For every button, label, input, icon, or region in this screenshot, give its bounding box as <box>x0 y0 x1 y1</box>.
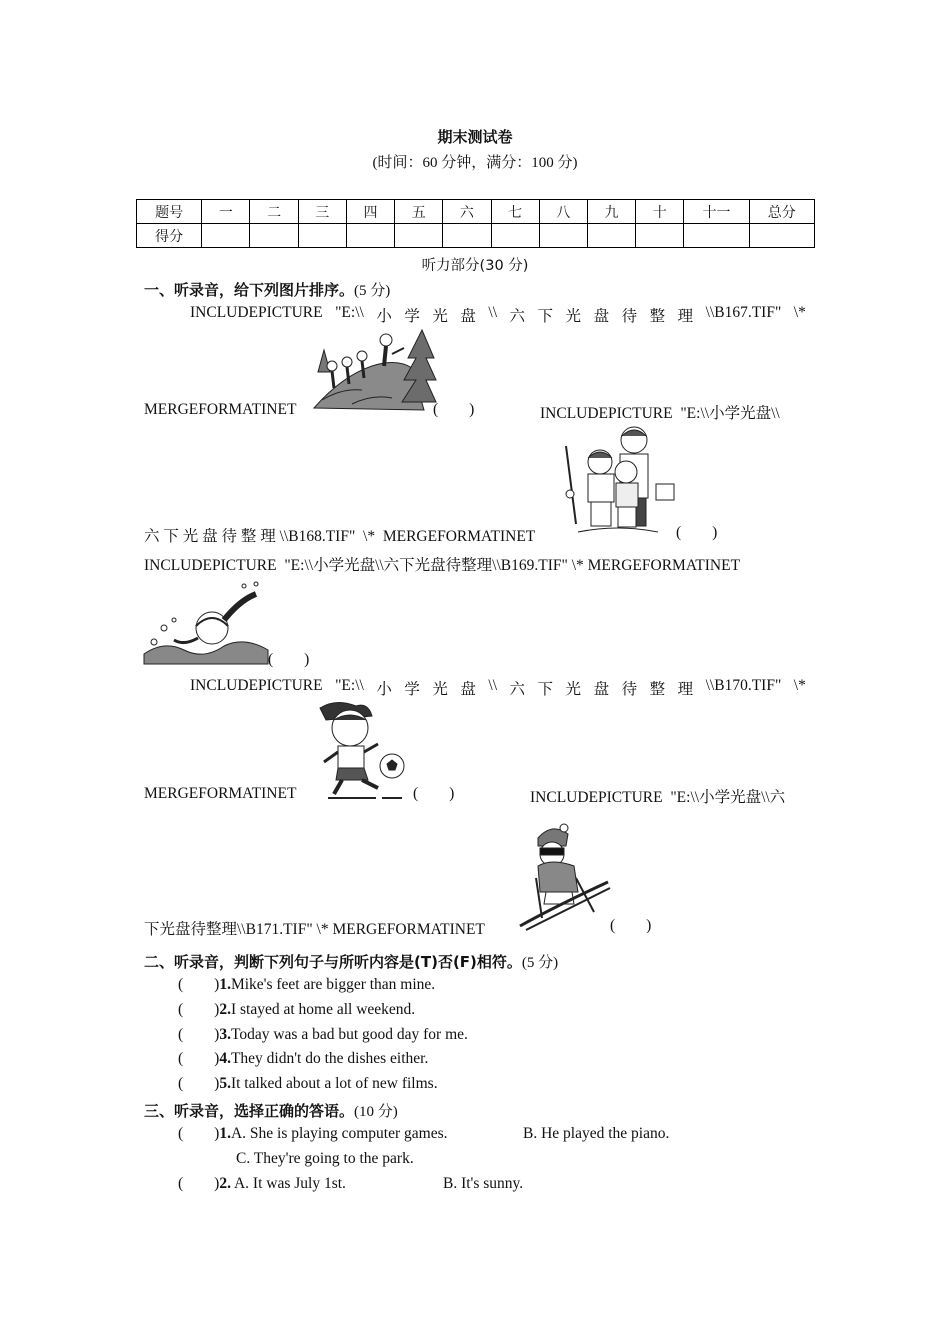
list-item <box>178 1001 415 1019</box>
item-number: 2. <box>219 1175 231 1192</box>
text-fragment: 盘 <box>593 308 610 325</box>
text-fragment: 六 <box>509 308 526 325</box>
answer-blank[interactable]: ( ) <box>178 1050 220 1067</box>
text-fragment: 下 <box>537 308 554 325</box>
option-a: A. She is playing computer games. <box>230 1125 448 1142</box>
text-fragment: 光 <box>565 308 582 325</box>
table-cell: 题号 <box>137 200 202 224</box>
section1-heading-text: 一、听录音，给下列图片排序。 <box>144 281 355 299</box>
item-number: 5. <box>219 1075 231 1092</box>
answer-blank[interactable]: ( ) <box>676 524 718 541</box>
table-cell: 得分 <box>137 224 202 248</box>
skiing-picture <box>516 822 612 932</box>
text-fragment: 光 <box>432 308 448 325</box>
text-fragment: 理 <box>677 681 694 698</box>
table-cell: 三 <box>298 200 346 224</box>
question-item <box>178 1125 447 1143</box>
section3-heading <box>144 1100 398 1121</box>
text-fragment: 待 <box>621 308 638 325</box>
text-fragment: \\ <box>488 677 498 694</box>
answer-blank[interactable]: ( ) <box>413 785 455 802</box>
item-number: 3. <box>219 1026 231 1043</box>
text-fragment: INCLUDEPICTURE <box>190 304 323 321</box>
text-fragment: 小 <box>376 681 392 698</box>
text-fragment: 六 <box>509 681 526 698</box>
answer-blank[interactable]: ( ) <box>178 976 220 993</box>
section2-heading <box>144 951 558 972</box>
answer-blank[interactable]: ( ) <box>268 651 310 668</box>
text-fragment: "E:\\ <box>335 677 364 694</box>
list-item <box>178 1050 428 1068</box>
text-fragment: 盘 <box>593 681 610 698</box>
score-cell[interactable] <box>298 224 346 248</box>
section1-line1 <box>190 304 806 326</box>
score-table-header-row <box>137 200 815 224</box>
answer-blank[interactable]: ( ) <box>178 1175 220 1192</box>
list-item <box>178 1075 438 1093</box>
option-b: B. He played the piano. <box>523 1125 670 1142</box>
section3-heading-text: 三、听录音，选择正确的答语。 <box>144 1102 355 1120</box>
item-number: 4. <box>219 1050 231 1067</box>
section3-score: (10 分) <box>354 1104 398 1120</box>
text-fragment: 光 <box>432 681 448 698</box>
section1-line6-right: INCLUDEPICTURE "E:\\小学光盘\\六 <box>530 789 786 806</box>
text-fragment: 光 <box>565 681 582 698</box>
page-subtitle: (时间：60 分钟，满分：100 分) <box>372 155 578 171</box>
text-fragment: 学 <box>404 681 420 698</box>
table-cell: 十 <box>636 200 684 224</box>
text-fragment: \* <box>793 677 806 694</box>
section1-line6-left: MERGEFORMATINET <box>144 785 297 802</box>
table-cell: 总分 <box>749 200 814 224</box>
score-cell[interactable] <box>443 224 491 248</box>
swimming-picture <box>144 580 268 664</box>
text-fragment: 下 <box>537 681 554 698</box>
section2-heading-text: 二、听录音，判断下列句子与所听内容是(T)否(F)相符。 <box>144 953 522 971</box>
table-cell: 九 <box>587 200 635 224</box>
list-item <box>178 1026 468 1044</box>
score-cell[interactable] <box>636 224 684 248</box>
item-text: Mike's feet are bigger than mine. <box>230 976 436 993</box>
answer-blank[interactable]: ( ) <box>178 1001 220 1018</box>
item-number: 1. <box>219 1125 231 1142</box>
score-table-score-row <box>137 224 815 248</box>
score-cell[interactable] <box>539 224 587 248</box>
option-b: B. It's sunny. <box>443 1175 524 1192</box>
answer-blank[interactable]: ( ) <box>433 401 475 418</box>
answer-blank[interactable]: ( ) <box>178 1075 220 1092</box>
page-title: 期末测试卷 <box>437 128 513 146</box>
answer-blank[interactable]: ( ) <box>610 917 652 934</box>
table-cell: 四 <box>346 200 394 224</box>
text-fragment: 待 <box>621 681 638 698</box>
listening-header: 听力部分(30 分) <box>421 258 529 274</box>
text-fragment: 整 <box>649 308 666 325</box>
list-item <box>178 976 435 994</box>
question-item <box>178 1175 346 1193</box>
option-c: C. They're going to the park. <box>236 1150 414 1167</box>
score-cell[interactable] <box>346 224 394 248</box>
text-fragment: \* <box>793 304 806 321</box>
item-text: Today was a bad but good day for me. <box>230 1026 468 1043</box>
score-cell[interactable] <box>250 224 298 248</box>
score-cell[interactable] <box>395 224 443 248</box>
section1-line5 <box>190 677 806 699</box>
hiking-picture <box>312 328 436 412</box>
fishing-family-picture <box>558 424 682 536</box>
section1-line7-left: 下光盘待整理\\B171.TIF" \* MERGEFORMATINET <box>144 921 485 938</box>
score-cell[interactable] <box>491 224 539 248</box>
text-fragment: 理 <box>677 308 694 325</box>
section2-score: (5 分) <box>521 955 559 971</box>
text-fragment: 小 <box>376 308 392 325</box>
table-cell: 二 <box>250 200 298 224</box>
table-cell: 八 <box>539 200 587 224</box>
table-cell: 十一 <box>684 200 749 224</box>
item-text: I stayed at home all weekend. <box>230 1001 416 1018</box>
text-fragment: 盘 <box>460 308 476 325</box>
text-fragment: INCLUDEPICTURE <box>190 677 323 694</box>
item-text: They didn't do the dishes either. <box>230 1050 429 1067</box>
text-fragment: \\B167.TIF" <box>705 304 782 321</box>
table-cell: 五 <box>395 200 443 224</box>
section1-line2-right: INCLUDEPICTURE "E:\\小学光盘\\ <box>540 405 780 422</box>
score-cell[interactable] <box>749 224 814 248</box>
option-a: A. It was July 1st. <box>230 1175 346 1192</box>
item-text: It talked about a lot of new films. <box>230 1075 438 1092</box>
section1-line3-left: 六 下 光 盘 待 整 理 \\B168.TIF" \* MERGEFORMATINET <box>144 528 536 545</box>
section1-line4: INCLUDEPICTURE "E:\\小学光盘\\六下光盘待整理\\B169.TIF" \* MERGEFORMATINET <box>144 557 741 574</box>
score-table <box>136 199 815 248</box>
text-fragment: 盘 <box>460 681 476 698</box>
answer-blank[interactable]: ( ) <box>178 1026 220 1043</box>
score-cell[interactable] <box>587 224 635 248</box>
score-cell[interactable] <box>684 224 749 248</box>
section1-line2-left: MERGEFORMATINET <box>144 401 297 418</box>
text-fragment: 学 <box>404 308 420 325</box>
section1-heading <box>144 279 390 300</box>
text-fragment: \\ <box>488 304 498 321</box>
text-fragment: 整 <box>649 681 666 698</box>
answer-blank[interactable]: ( ) <box>178 1125 220 1142</box>
section1-score: (5 分) <box>354 283 391 299</box>
score-cell[interactable] <box>202 224 250 248</box>
item-number: 1. <box>219 976 231 993</box>
table-cell: 一 <box>202 200 250 224</box>
table-cell: 六 <box>443 200 491 224</box>
table-cell: 七 <box>491 200 539 224</box>
text-fragment: "E:\\ <box>335 304 364 321</box>
soccer-picture <box>316 700 416 802</box>
text-fragment: \\B170.TIF" <box>705 677 782 694</box>
item-number: 2. <box>219 1001 231 1018</box>
